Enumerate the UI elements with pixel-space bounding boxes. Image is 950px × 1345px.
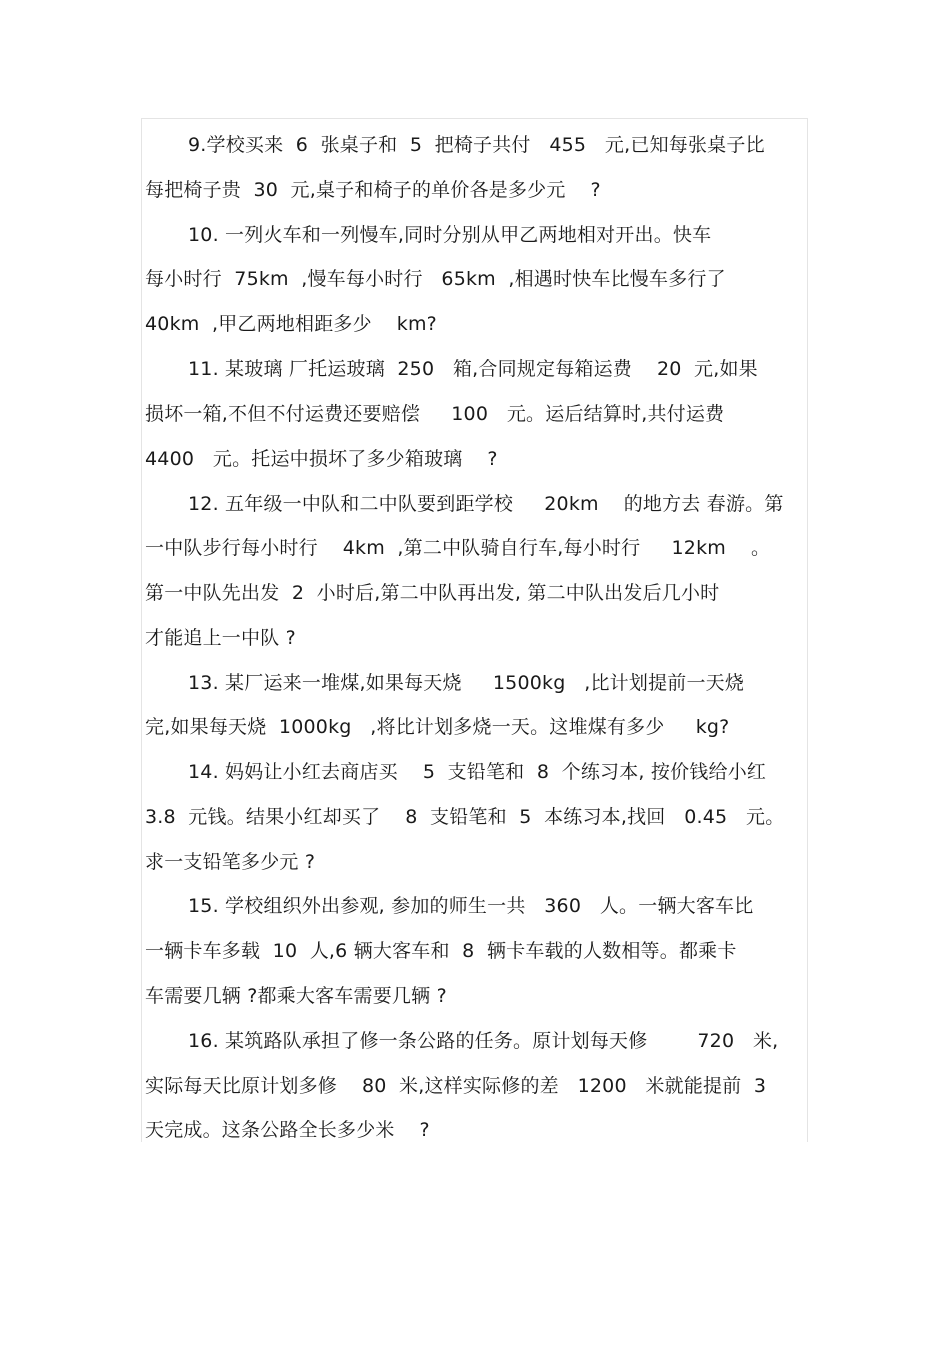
problem-14-line-1: 14. 妈妈让小红去商店买 5 支铅笔和 8 个练习本, 按价钱给小红: [188, 761, 767, 783]
problem-11-line-3: 4400 元。托运中损坏了多少箱玻璃 ?: [145, 448, 498, 470]
problem-13-line-1: 13. 某厂运来一堆煤,如果每天烧 1500kg ,比计划提前一天烧: [188, 672, 745, 694]
problem-11-line-1: 11. 某玻璃 厂托运玻璃 250 箱,合同规定每箱运费 20 元,如果: [188, 358, 758, 380]
problem-10-line-1: 10. 一列火车和一列慢车,同时分别从甲乙两地相对开出。快车: [188, 224, 712, 246]
problem-14-line-3: 求一支铅笔多少元 ?: [145, 851, 316, 873]
problem-15-line-2: 一辆卡车多载 10 人,6 辆大客车和 8 辆卡车载的人数相等。都乘卡: [145, 940, 737, 962]
problem-12-line-3: 第一中队先出发 2 小时后,第二中队再出发, 第二中队出发后几小时: [145, 582, 720, 604]
problem-16-line-1: 16. 某筑路队承担了修一条公路的任务。原计划每天修 720 米,: [188, 1030, 779, 1052]
problem-12-line-4: 才能追上一中队 ?: [145, 627, 296, 649]
problem-12-line-1: 12. 五年级一中队和二中队要到距学校 20km 的地方去 春游。第: [188, 493, 784, 515]
problem-16-line-2: 实际每天比原计划多修 80 米,这样实际修的差 1200 米就能提前 3: [145, 1075, 767, 1097]
problem-14-line-2: 3.8 元钱。结果小红却买了 8 支铅笔和 5 本练习本,找回 0.45 元。: [145, 806, 785, 828]
problem-9-line-1: 9.学校买来 6 张桌子和 5 把椅子共付 455 元,已知每张桌子比: [188, 134, 765, 156]
problem-10-line-3: 40km ,甲乙两地相距多少 km?: [145, 313, 437, 335]
problem-16-line-3: 天完成。这条公路全长多少米 ?: [145, 1119, 430, 1141]
problem-10-line-2: 每小时行 75km ,慢车每小时行 65km ,相遇时快车比慢车多行了: [145, 268, 726, 290]
problem-15-line-3: 车需要几辆 ?都乘大客车需要几辆 ?: [145, 985, 447, 1007]
problem-15-line-1: 15. 学校组织外出参观, 参加的师生一共 360 人。一辆大客车比: [188, 895, 754, 917]
problem-11-line-2: 损坏一箱,不但不付运费还要赔偿 100 元。运后结算时,共付运费: [145, 403, 725, 425]
problem-13-line-2: 完,如果每天烧 1000kg ,将比计划多烧一天。这堆煤有多少 kg?: [145, 716, 730, 738]
problem-12-line-2: 一中队步行每小时行 4km ,第二中队骑自行车,每小时行 12km 。: [145, 537, 771, 559]
problem-9-line-2: 每把椅子贵 30 元,桌子和椅子的单价各是多少元 ?: [145, 179, 601, 201]
